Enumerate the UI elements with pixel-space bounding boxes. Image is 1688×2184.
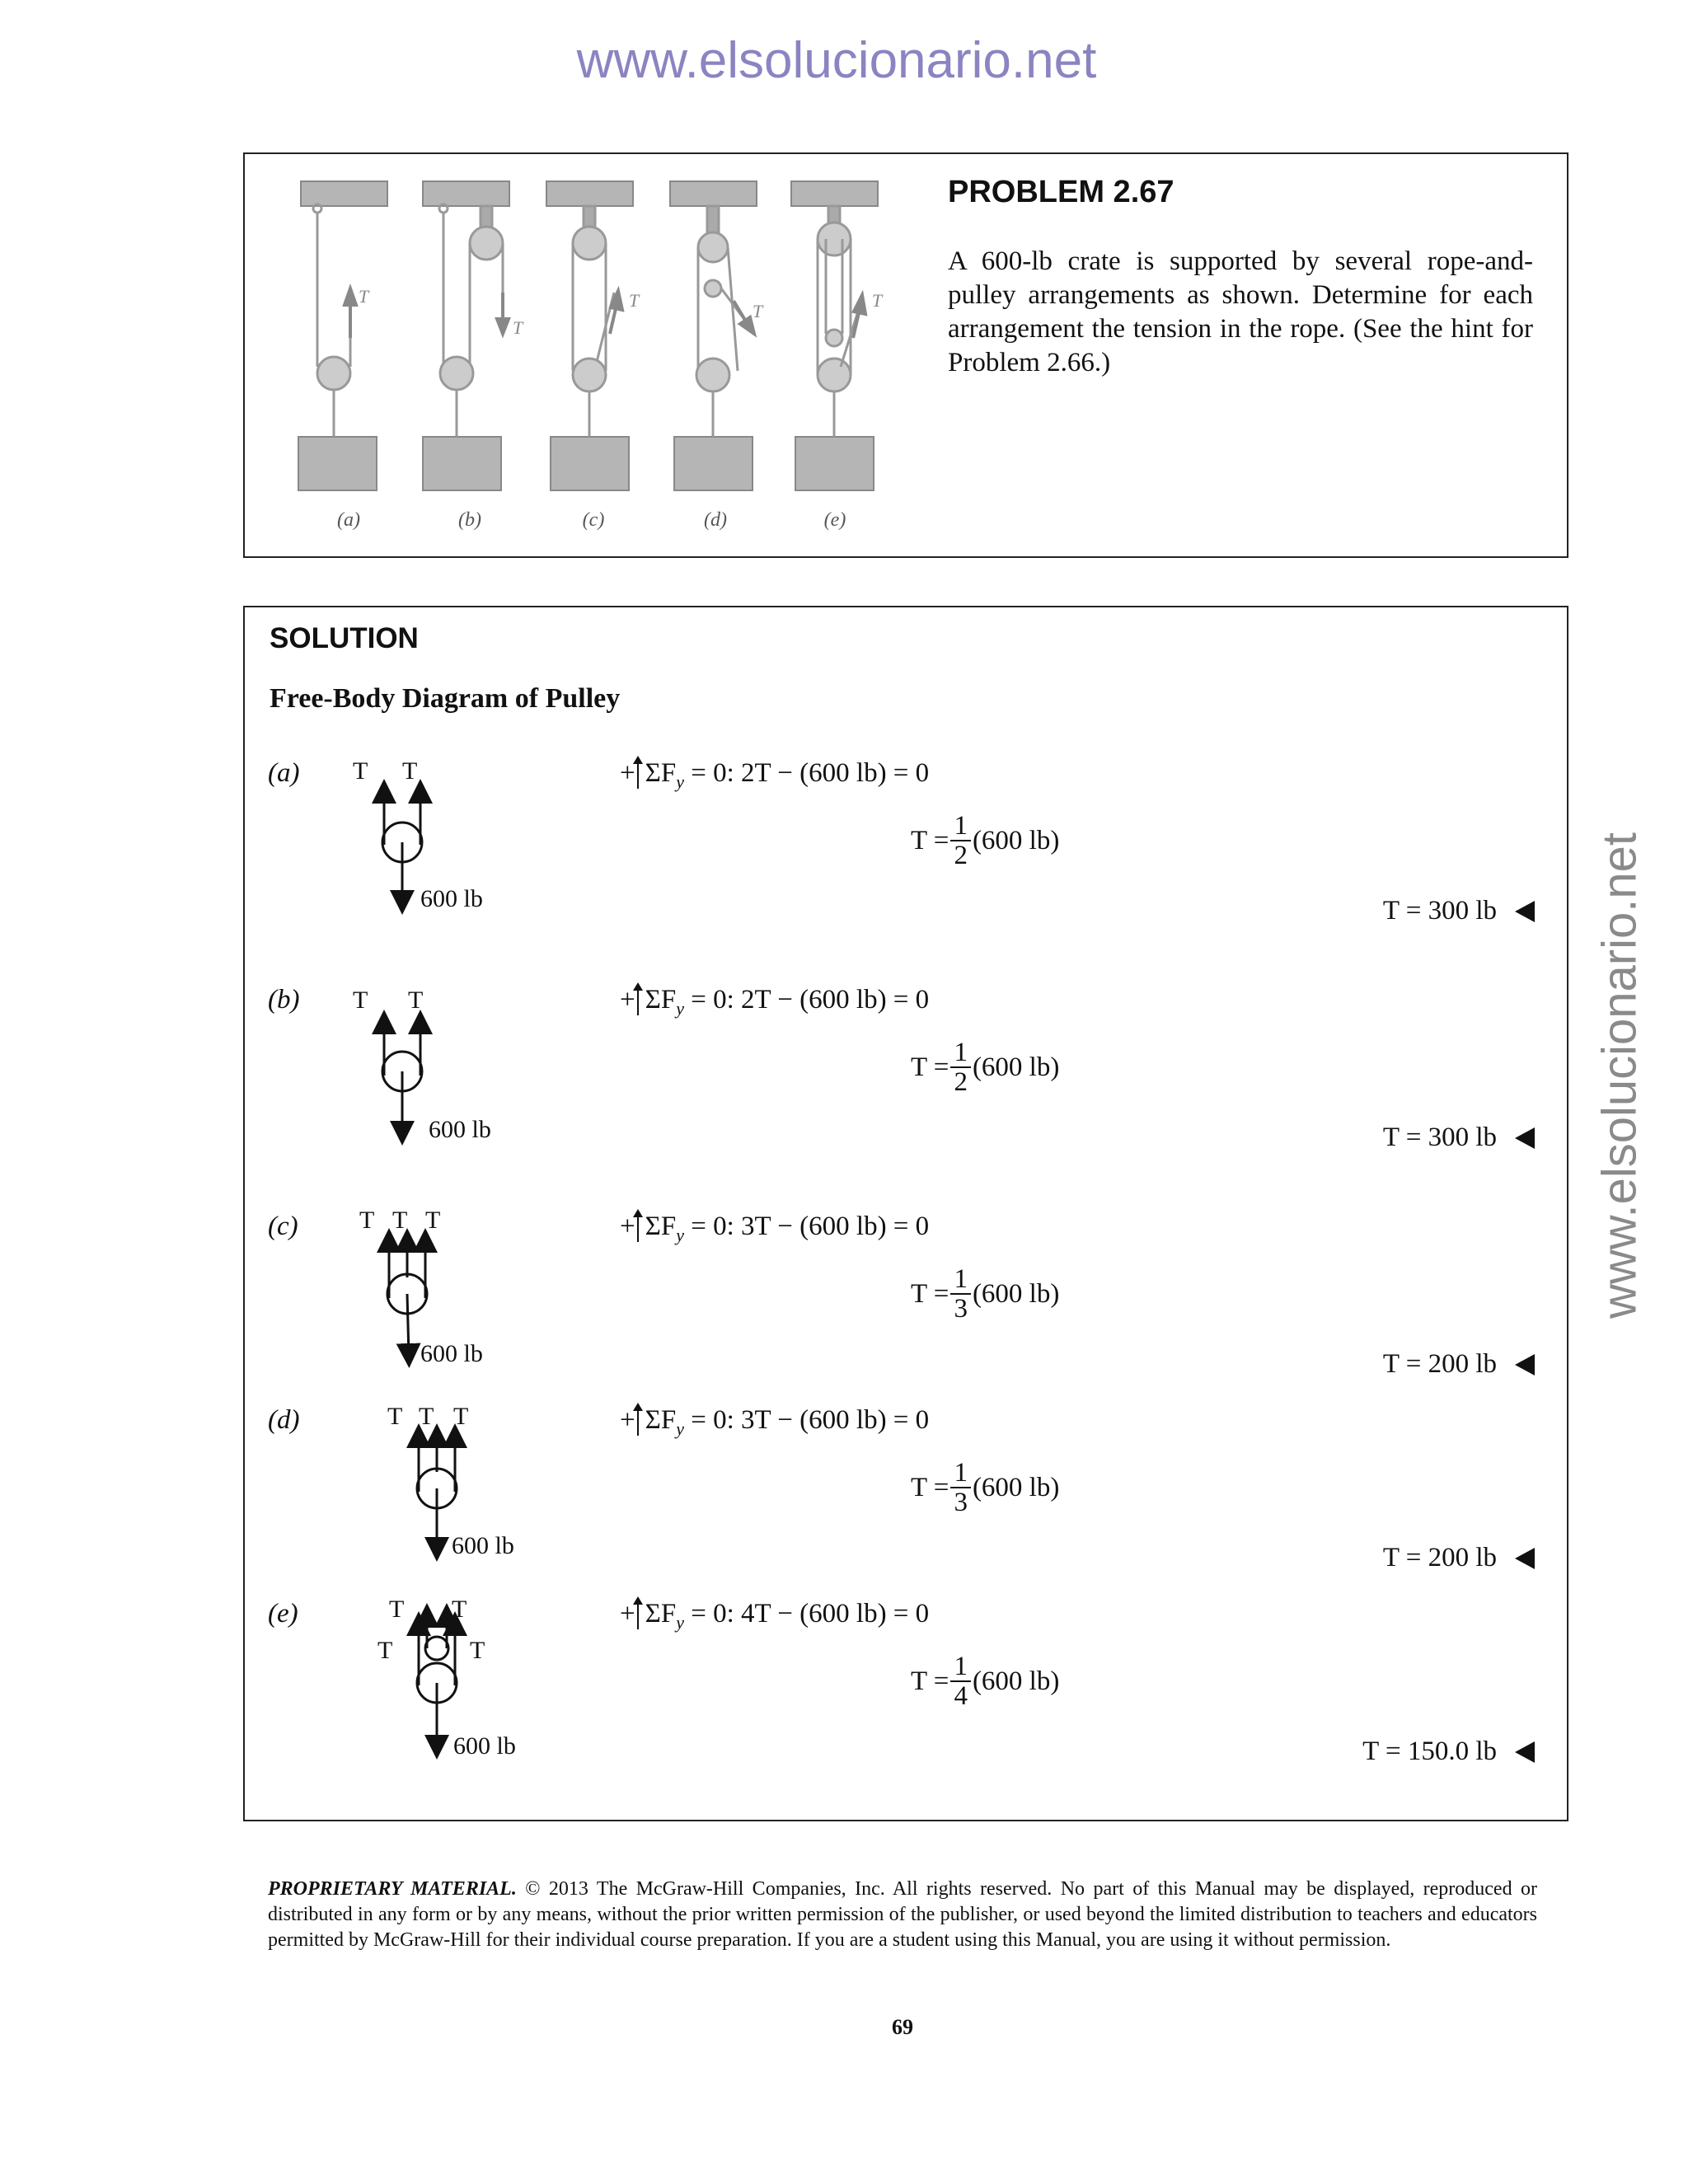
plus-sign: +	[620, 758, 635, 788]
up-arrow-icon	[637, 1408, 639, 1436]
answer-marker-icon	[1515, 1741, 1535, 1763]
fbd-d-tension-2: T	[419, 1403, 434, 1430]
t-rhs: (600 lb)	[972, 1052, 1060, 1082]
equation-rest: = 0: 4T − (600 lb) = 0	[691, 1599, 930, 1629]
plus-sign: +	[620, 1599, 635, 1629]
figure-label-b: (b)	[458, 509, 481, 531]
part-label-b: (b)	[268, 985, 300, 1015]
t-lhs: T =	[911, 1052, 950, 1082]
equilibrium-equation-e	[620, 1599, 929, 1633]
result-text: T = 200 lb	[1382, 1349, 1497, 1379]
sum-symbol: ΣF	[645, 758, 677, 788]
numerator: 1	[950, 1459, 971, 1488]
equation-rest: = 0: 2T − (600 lb) = 0	[691, 758, 930, 788]
numerator: 1	[950, 812, 971, 841]
part-label-d: (d)	[268, 1405, 300, 1435]
denominator: 3	[954, 1488, 968, 1517]
t-rhs: (600 lb)	[972, 1278, 1060, 1309]
ceiling-b	[423, 181, 509, 206]
figure-label-d: (d)	[704, 509, 727, 531]
crate-d	[674, 437, 753, 490]
subscript: y	[676, 1418, 684, 1439]
equation-rest: = 0: 3T − (600 lb) = 0	[691, 1405, 930, 1435]
subscript: y	[676, 998, 684, 1019]
answer-marker-icon	[1515, 1127, 1535, 1149]
page-number: 69	[892, 2015, 913, 2039]
result-a	[1236, 896, 1535, 926]
copyright-footer	[268, 1877, 1537, 1953]
tension-label-d: T	[753, 301, 763, 321]
fbd-b-weight: 600 lb	[429, 1116, 491, 1143]
figure-label-e: (e)	[823, 509, 846, 531]
fbd-d-tension-3: T	[453, 1403, 469, 1430]
crate-b	[423, 437, 501, 490]
pulley-figure	[280, 169, 923, 548]
plus-sign: +	[620, 985, 635, 1015]
answer-marker-icon	[1515, 1548, 1535, 1569]
denominator: 2	[954, 1067, 968, 1097]
problem-statement: A 600-lb crate is supported by several rope-and-pulley arrangements as shown. Determine for each arrangement the tension in the rope. (See the hint for Problem 2.66.)	[948, 246, 1533, 377]
equilibrium-equation-b	[620, 985, 929, 1019]
result-c	[1236, 1349, 1535, 1380]
tension-label-e: T	[872, 290, 883, 311]
result-b	[1236, 1122, 1535, 1153]
result-e	[1236, 1736, 1535, 1767]
fbd-heading: Free-Body Diagram of Pulley	[270, 683, 621, 714]
watermark-top: www.elsolucionario.net	[576, 32, 1097, 89]
result-text: T = 300 lb	[1382, 896, 1497, 926]
fbd-e-tension-4: T	[470, 1637, 485, 1664]
fbd-d-weight: 600 lb	[452, 1532, 514, 1559]
fbd-b-tension-1: T	[353, 987, 368, 1014]
tension-solve-e	[911, 1652, 1059, 1710]
fbd-c-weight: 600 lb	[420, 1340, 483, 1367]
figure-label-a: (a)	[337, 509, 360, 531]
tension-solve-d	[911, 1459, 1059, 1516]
numerator: 1	[950, 1265, 971, 1295]
fbd-e-weight: 600 lb	[453, 1732, 516, 1760]
ceiling-e	[791, 181, 878, 206]
fraction	[950, 1459, 971, 1516]
denominator: 4	[954, 1681, 968, 1711]
result-text: T = 150.0 lb	[1362, 1736, 1497, 1766]
fraction	[950, 812, 971, 869]
crate-e	[795, 437, 874, 490]
tension-solve-b	[911, 1038, 1059, 1096]
t-lhs: T =	[911, 1666, 950, 1696]
fbd-e-tension-1: T	[389, 1596, 405, 1623]
equation-rest: = 0: 3T − (600 lb) = 0	[691, 1212, 930, 1241]
t-rhs: (600 lb)	[972, 825, 1060, 855]
fraction	[950, 1265, 971, 1323]
tension-label-b: T	[513, 317, 523, 338]
result-d	[1236, 1543, 1535, 1573]
fbd-b-tension-2: T	[408, 987, 424, 1014]
subscript: y	[676, 771, 684, 792]
watermark-side: www.elsolucionario.net	[1592, 832, 1647, 1319]
ceiling-d	[670, 181, 757, 206]
sum-symbol: ΣF	[645, 1405, 677, 1435]
part-label-a: (a)	[268, 758, 300, 788]
equilibrium-equation-a	[620, 758, 929, 793]
solution-title: SOLUTION	[270, 622, 419, 654]
equilibrium-equation-d	[620, 1405, 929, 1440]
up-arrow-icon	[637, 1601, 639, 1629]
copyright-text: © 2013 The McGraw-Hill Companies, Inc. All rights reserved. No part of this Manual may be displayed, reproduced or distributed in any form or by any means, without the prior written permission of the publisher, or used beyond the limited distribution to teachers and educators permitted by McGraw-Hill for their individual course preparation. If you are a student using this Manual, you are using it without permission.	[268, 1878, 1537, 1951]
equation-rest: = 0: 2T − (600 lb) = 0	[691, 985, 930, 1015]
subscript: y	[676, 1225, 684, 1245]
fraction	[950, 1038, 971, 1096]
ceiling-a	[301, 181, 387, 206]
part-label-e: (e)	[268, 1599, 298, 1629]
fbd-d-tension-1: T	[387, 1403, 403, 1430]
fbd-a-weight: 600 lb	[420, 885, 483, 912]
result-text: T = 300 lb	[1382, 1122, 1497, 1152]
denominator: 2	[954, 841, 968, 870]
up-arrow-icon	[637, 761, 639, 789]
fbd-c-tension-3: T	[425, 1207, 441, 1234]
ceiling-c	[546, 181, 633, 206]
sum-symbol: ΣF	[645, 1212, 677, 1241]
fbd-a-tension-2: T	[402, 757, 418, 785]
fbd-sketches	[330, 742, 602, 1813]
denominator: 3	[954, 1294, 968, 1324]
crate-c	[551, 437, 629, 490]
numerator: 1	[950, 1038, 971, 1068]
up-arrow-icon	[637, 987, 639, 1015]
subscript: y	[676, 1612, 684, 1633]
part-label-c: (c)	[268, 1212, 298, 1241]
answer-marker-icon	[1515, 901, 1535, 922]
sum-symbol: ΣF	[645, 985, 677, 1015]
tension-solve-c	[911, 1265, 1059, 1323]
t-lhs: T =	[911, 1278, 950, 1309]
t-lhs: T =	[911, 1472, 950, 1502]
up-arrow-icon	[637, 1214, 639, 1242]
sum-symbol: ΣF	[645, 1599, 677, 1629]
numerator: 1	[950, 1652, 971, 1682]
t-rhs: (600 lb)	[972, 1472, 1060, 1502]
plus-sign: +	[620, 1212, 635, 1241]
crate-a	[298, 437, 377, 490]
fraction	[950, 1652, 971, 1710]
tension-label-a: T	[359, 286, 369, 307]
proprietary-label: PROPRIETARY MATERIAL.	[268, 1878, 517, 1900]
fbd-e-tension-2: T	[452, 1596, 467, 1623]
fbd-e-tension-3: T	[377, 1637, 393, 1664]
equilibrium-equation-c	[620, 1212, 929, 1246]
tension-label-c: T	[629, 290, 640, 311]
t-rhs: (600 lb)	[972, 1666, 1060, 1696]
fbd-c-tension-1: T	[359, 1207, 375, 1234]
figure-label-c: (c)	[582, 509, 605, 531]
fbd-a-tension-1: T	[353, 757, 368, 785]
fbd-c-tension-2: T	[392, 1207, 408, 1234]
problem-title: PROBLEM 2.67	[948, 175, 1175, 209]
plus-sign: +	[620, 1405, 635, 1435]
t-lhs: T =	[911, 825, 950, 855]
tension-solve-a	[911, 812, 1059, 869]
answer-marker-icon	[1515, 1354, 1535, 1376]
result-text: T = 200 lb	[1382, 1543, 1497, 1572]
